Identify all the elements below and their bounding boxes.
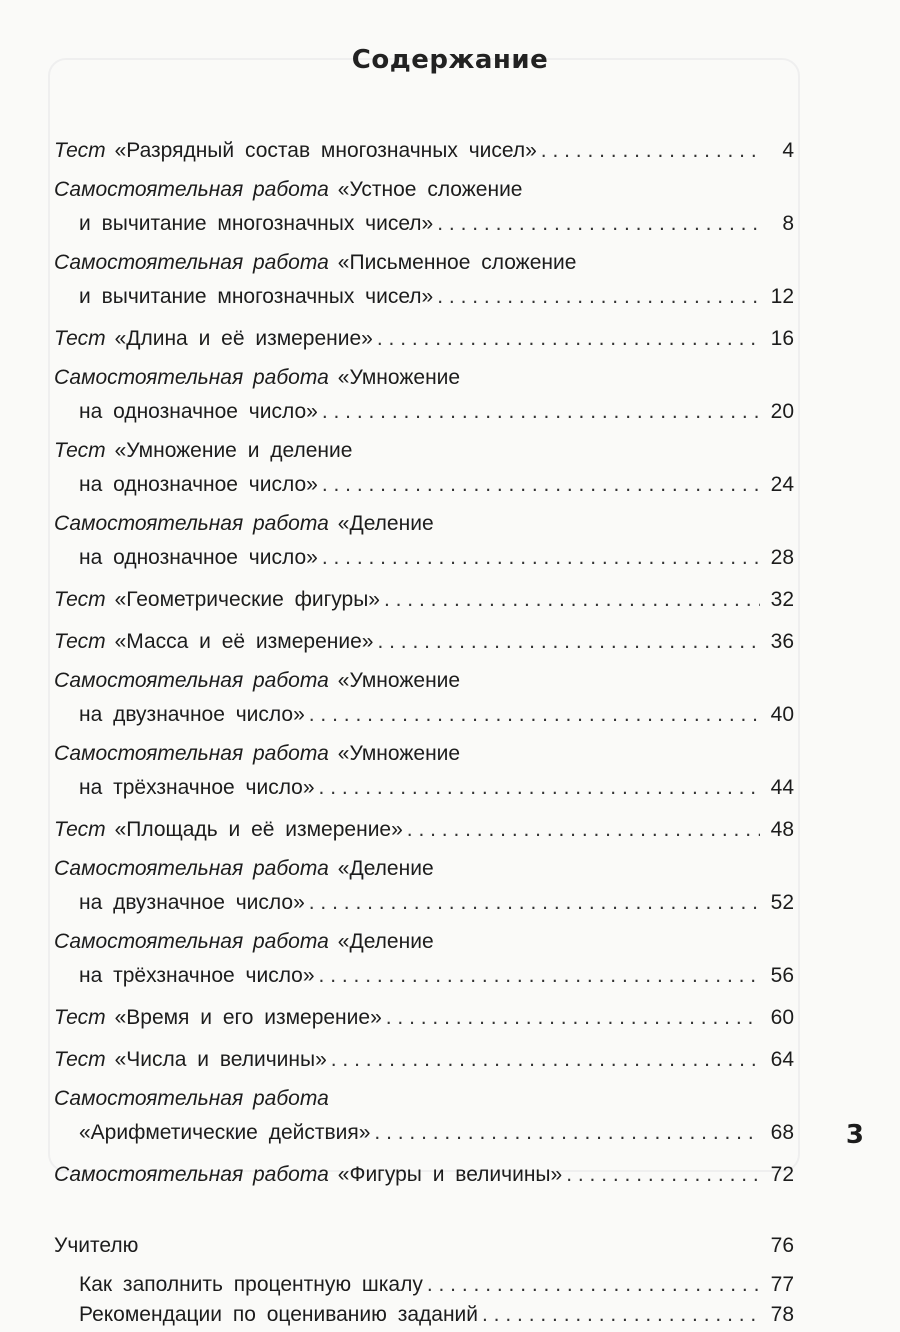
leader-dots: [437, 212, 760, 236]
entry-title-continuation: на однозначное число»: [79, 546, 318, 569]
entry-page: 36: [770, 630, 794, 653]
entry-title-continuation: на двузначное число»: [79, 891, 305, 914]
leader-dots: [309, 703, 760, 727]
leader-dots: [374, 1121, 760, 1145]
entry-title: «Площадь и её измерение»: [114, 818, 403, 841]
entry-kind: Самостоятельная работа: [54, 1163, 329, 1186]
leader-dots: [319, 776, 760, 800]
entry-title: «Фигуры и величины»: [337, 1163, 563, 1186]
entry-page: 72: [770, 1163, 794, 1186]
entry-kind: Тест: [54, 439, 106, 462]
entry-kind: Самостоятельная работа: [54, 251, 329, 274]
entry-kind: Тест: [54, 588, 106, 611]
toc-entry[interactable]: [54, 659, 794, 727]
entry-page: 76: [770, 1234, 794, 1257]
teacher-label: Учителю: [54, 1234, 139, 1257]
entry-page: 12: [770, 285, 794, 308]
entry-title-continuation: на однозначное число»: [79, 400, 318, 423]
toc-entry[interactable]: [54, 575, 794, 612]
entry-title-continuation: и вычитание многозначных чисел»: [79, 212, 434, 235]
entry-kind: Самостоятельная работа: [54, 669, 329, 692]
entry-title: «Умножение: [337, 366, 461, 389]
toc-entry[interactable]: [54, 126, 794, 163]
entry-page: 32: [770, 588, 794, 611]
toc-entry[interactable]: [54, 617, 794, 654]
leader-dots: [427, 1273, 760, 1297]
page-number: 3: [845, 1120, 864, 1150]
entry-page: 44: [770, 776, 794, 799]
entry-title: «Деление: [337, 930, 434, 953]
leader-dots: [309, 891, 760, 915]
toc-entry[interactable]: [54, 732, 794, 800]
table-of-contents: [54, 126, 794, 1332]
toc-entry[interactable]: [54, 356, 794, 424]
toc-entry[interactable]: [54, 1077, 794, 1145]
leader-dots: [322, 400, 760, 424]
leader-dots: [377, 630, 760, 654]
entry-kind: Тест: [54, 139, 106, 162]
entry-title: «Разрядный состав многозначных чисел»: [114, 139, 537, 162]
subentry-title: Как заполнить процентную шкалу: [79, 1273, 423, 1296]
leader-dots: [541, 139, 760, 163]
entry-page: 40: [770, 703, 794, 726]
entry-title-continuation: «Арифметические действия»: [79, 1121, 371, 1144]
toc-entry[interactable]: [54, 805, 794, 842]
entry-page: 52: [770, 891, 794, 914]
entry-page: 16: [770, 327, 794, 350]
toc-entry[interactable]: [54, 241, 794, 309]
entry-title: «Масса и её измерение»: [114, 630, 374, 653]
subentry-title: Рекомендации по оцениванию заданий: [79, 1303, 479, 1326]
entry-kind: Самостоятельная работа: [54, 930, 329, 953]
toc-entry[interactable]: [54, 1150, 794, 1187]
entry-title-continuation: на двузначное число»: [79, 703, 305, 726]
toc-subentry[interactable]: [54, 1297, 794, 1327]
toc-entry[interactable]: [54, 1035, 794, 1072]
leader-dots: [407, 818, 760, 842]
entry-kind: Тест: [54, 327, 106, 350]
entry-title: «Числа и величины»: [114, 1048, 327, 1071]
entry-title: «Деление: [337, 512, 434, 535]
entry-page: 64: [770, 1048, 794, 1071]
leader-dots: [386, 1006, 760, 1030]
entry-title: «Умножение: [337, 669, 461, 692]
entry-title-continuation: на трёхзначное число»: [79, 964, 315, 987]
entry-title: «Устное сложение: [337, 178, 523, 201]
entry-page: 24: [770, 473, 794, 496]
entry-kind: Самостоятельная работа: [54, 1087, 329, 1110]
entry-title: «Умножение и деление: [114, 439, 353, 462]
entry-page: 68: [770, 1121, 794, 1144]
entry-page: 8: [782, 212, 794, 235]
toc-entry[interactable]: [54, 168, 794, 236]
leader-dots: [566, 1163, 760, 1187]
entry-title: «Умножение: [337, 742, 461, 765]
entry-title: «Длина и её измерение»: [114, 327, 373, 350]
leader-dots: [322, 546, 760, 570]
entry-title-continuation: на трёхзначное число»: [79, 776, 315, 799]
entry-kind: Тест: [54, 630, 106, 653]
entry-kind: Самостоятельная работа: [54, 366, 329, 389]
leader-dots: [384, 588, 760, 612]
leader-dots: [377, 327, 760, 351]
toc-entry[interactable]: [54, 993, 794, 1030]
page-title: Содержание: [351, 45, 549, 76]
entry-page: 4: [782, 139, 794, 162]
entry-page: 28: [770, 546, 794, 569]
entry-page: 48: [770, 818, 794, 841]
toc-entry[interactable]: [54, 429, 794, 497]
toc-entry-teacher[interactable]: [54, 1221, 794, 1258]
entry-title-continuation: и вычитание многозначных чисел»: [79, 285, 434, 308]
toc-entry[interactable]: [54, 502, 794, 570]
entry-page: 20: [770, 400, 794, 423]
leader-dots: [322, 473, 760, 497]
entry-page: 77: [770, 1273, 794, 1296]
entry-title: «Деление: [337, 857, 434, 880]
leader-dots: [437, 285, 760, 309]
entry-kind: Тест: [54, 1006, 106, 1029]
entry-title: «Время и его измерение»: [114, 1006, 382, 1029]
leader-dots: [319, 964, 760, 988]
toc-entry[interactable]: [54, 847, 794, 915]
entry-title: «Геометрические фигуры»: [114, 588, 380, 611]
entry-page: 56: [770, 964, 794, 987]
entry-kind: Тест: [54, 1048, 106, 1071]
toc-entry[interactable]: [54, 314, 794, 351]
entry-kind: Самостоятельная работа: [54, 512, 329, 535]
toc-entry[interactable]: [54, 920, 794, 988]
entry-kind: Самостоятельная работа: [54, 742, 329, 765]
toc-subentry[interactable]: [54, 1263, 794, 1297]
entry-kind: Самостоятельная работа: [54, 178, 329, 201]
leader-dots: [331, 1048, 760, 1072]
leader-dots: [482, 1303, 760, 1327]
entry-kind: Тест: [54, 818, 106, 841]
entry-page: 78: [770, 1303, 794, 1326]
entry-title: «Письменное сложение: [337, 251, 577, 274]
entry-title-continuation: на однозначное число»: [79, 473, 318, 496]
entry-page: 60: [770, 1006, 794, 1029]
entry-kind: Самостоятельная работа: [54, 857, 329, 880]
